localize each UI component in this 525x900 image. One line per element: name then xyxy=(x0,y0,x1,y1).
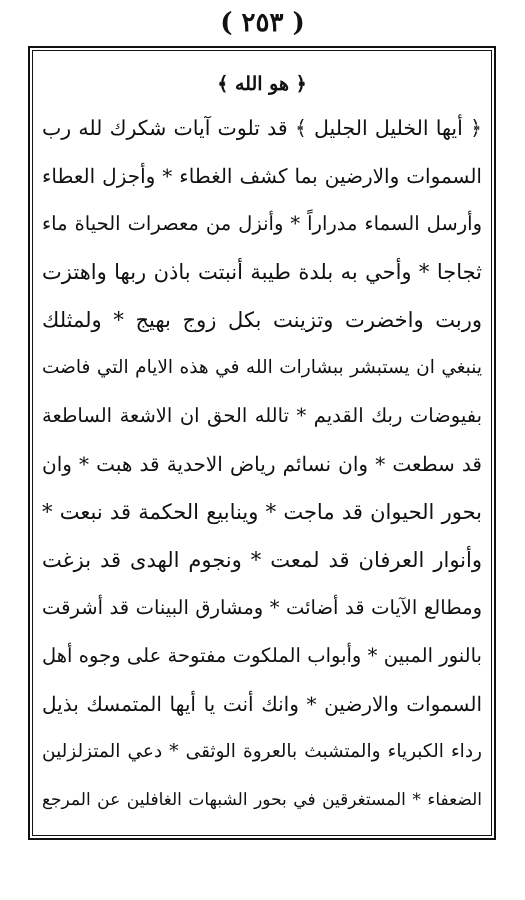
text-line: وربت واخضرت وتزينت بكل زوج بهيج * ولمثلك xyxy=(42,308,482,332)
text-line: ينبغي ان يستبشر ببشارات الله في هذه الايام التي فاضت xyxy=(42,357,482,378)
heading: ﴿ هو الله ﴾ xyxy=(217,73,307,95)
text-line: ومطالع الآيات قد أضائت * ومشارق البينات قد أشرقت xyxy=(42,596,482,619)
page-number: ( ٢٥٣ ) xyxy=(220,8,305,38)
text-line: السموات والارضين * وانك أنت يا أيها المتمسك بذيل xyxy=(42,692,482,716)
text-line: بالنور المبين * وأبواب الملكوت مفتوحة على وجوه أهل xyxy=(42,644,482,667)
text-line: وأنوار العرفان قد لمعت * ونجوم الهدى قد بزغت xyxy=(42,548,482,572)
text-line: السموات والارضين بما كشف الغطاء * وأجزل العطاء xyxy=(42,164,482,188)
text-block xyxy=(36,64,488,834)
text-line: ثجاجا * وأحي به بلدة طيبة أنبتت باذن ربها واهتزت xyxy=(42,260,482,284)
text-line: الضعفاء * المستغرقين في بحور الشبهات الغافلين عن المرجع xyxy=(42,790,482,810)
text-line: بحور الحيوان قد ماجت * وينابيع الحكمة قد نبعت * xyxy=(42,500,482,524)
text-line: ﴿ أيها الخليل الجليل ﴾ قد تلوت آيات شكرك لله رب xyxy=(42,116,482,140)
text-line: رداء الكبرياء والمتشبث بالعروة الوثقى * دعي المتزلزلين xyxy=(42,741,482,762)
text-line: قد سطعت * وان نسائم رياض الاحدية قد هبت * وان xyxy=(42,452,482,476)
text-line: وأرسل السماء مدراراً * وأنزل من معصرات الحياة ماء xyxy=(42,212,482,235)
text-line: بفيوضات ربك القديم * تالله الحق ان الاشعة الساطعة xyxy=(42,404,482,427)
